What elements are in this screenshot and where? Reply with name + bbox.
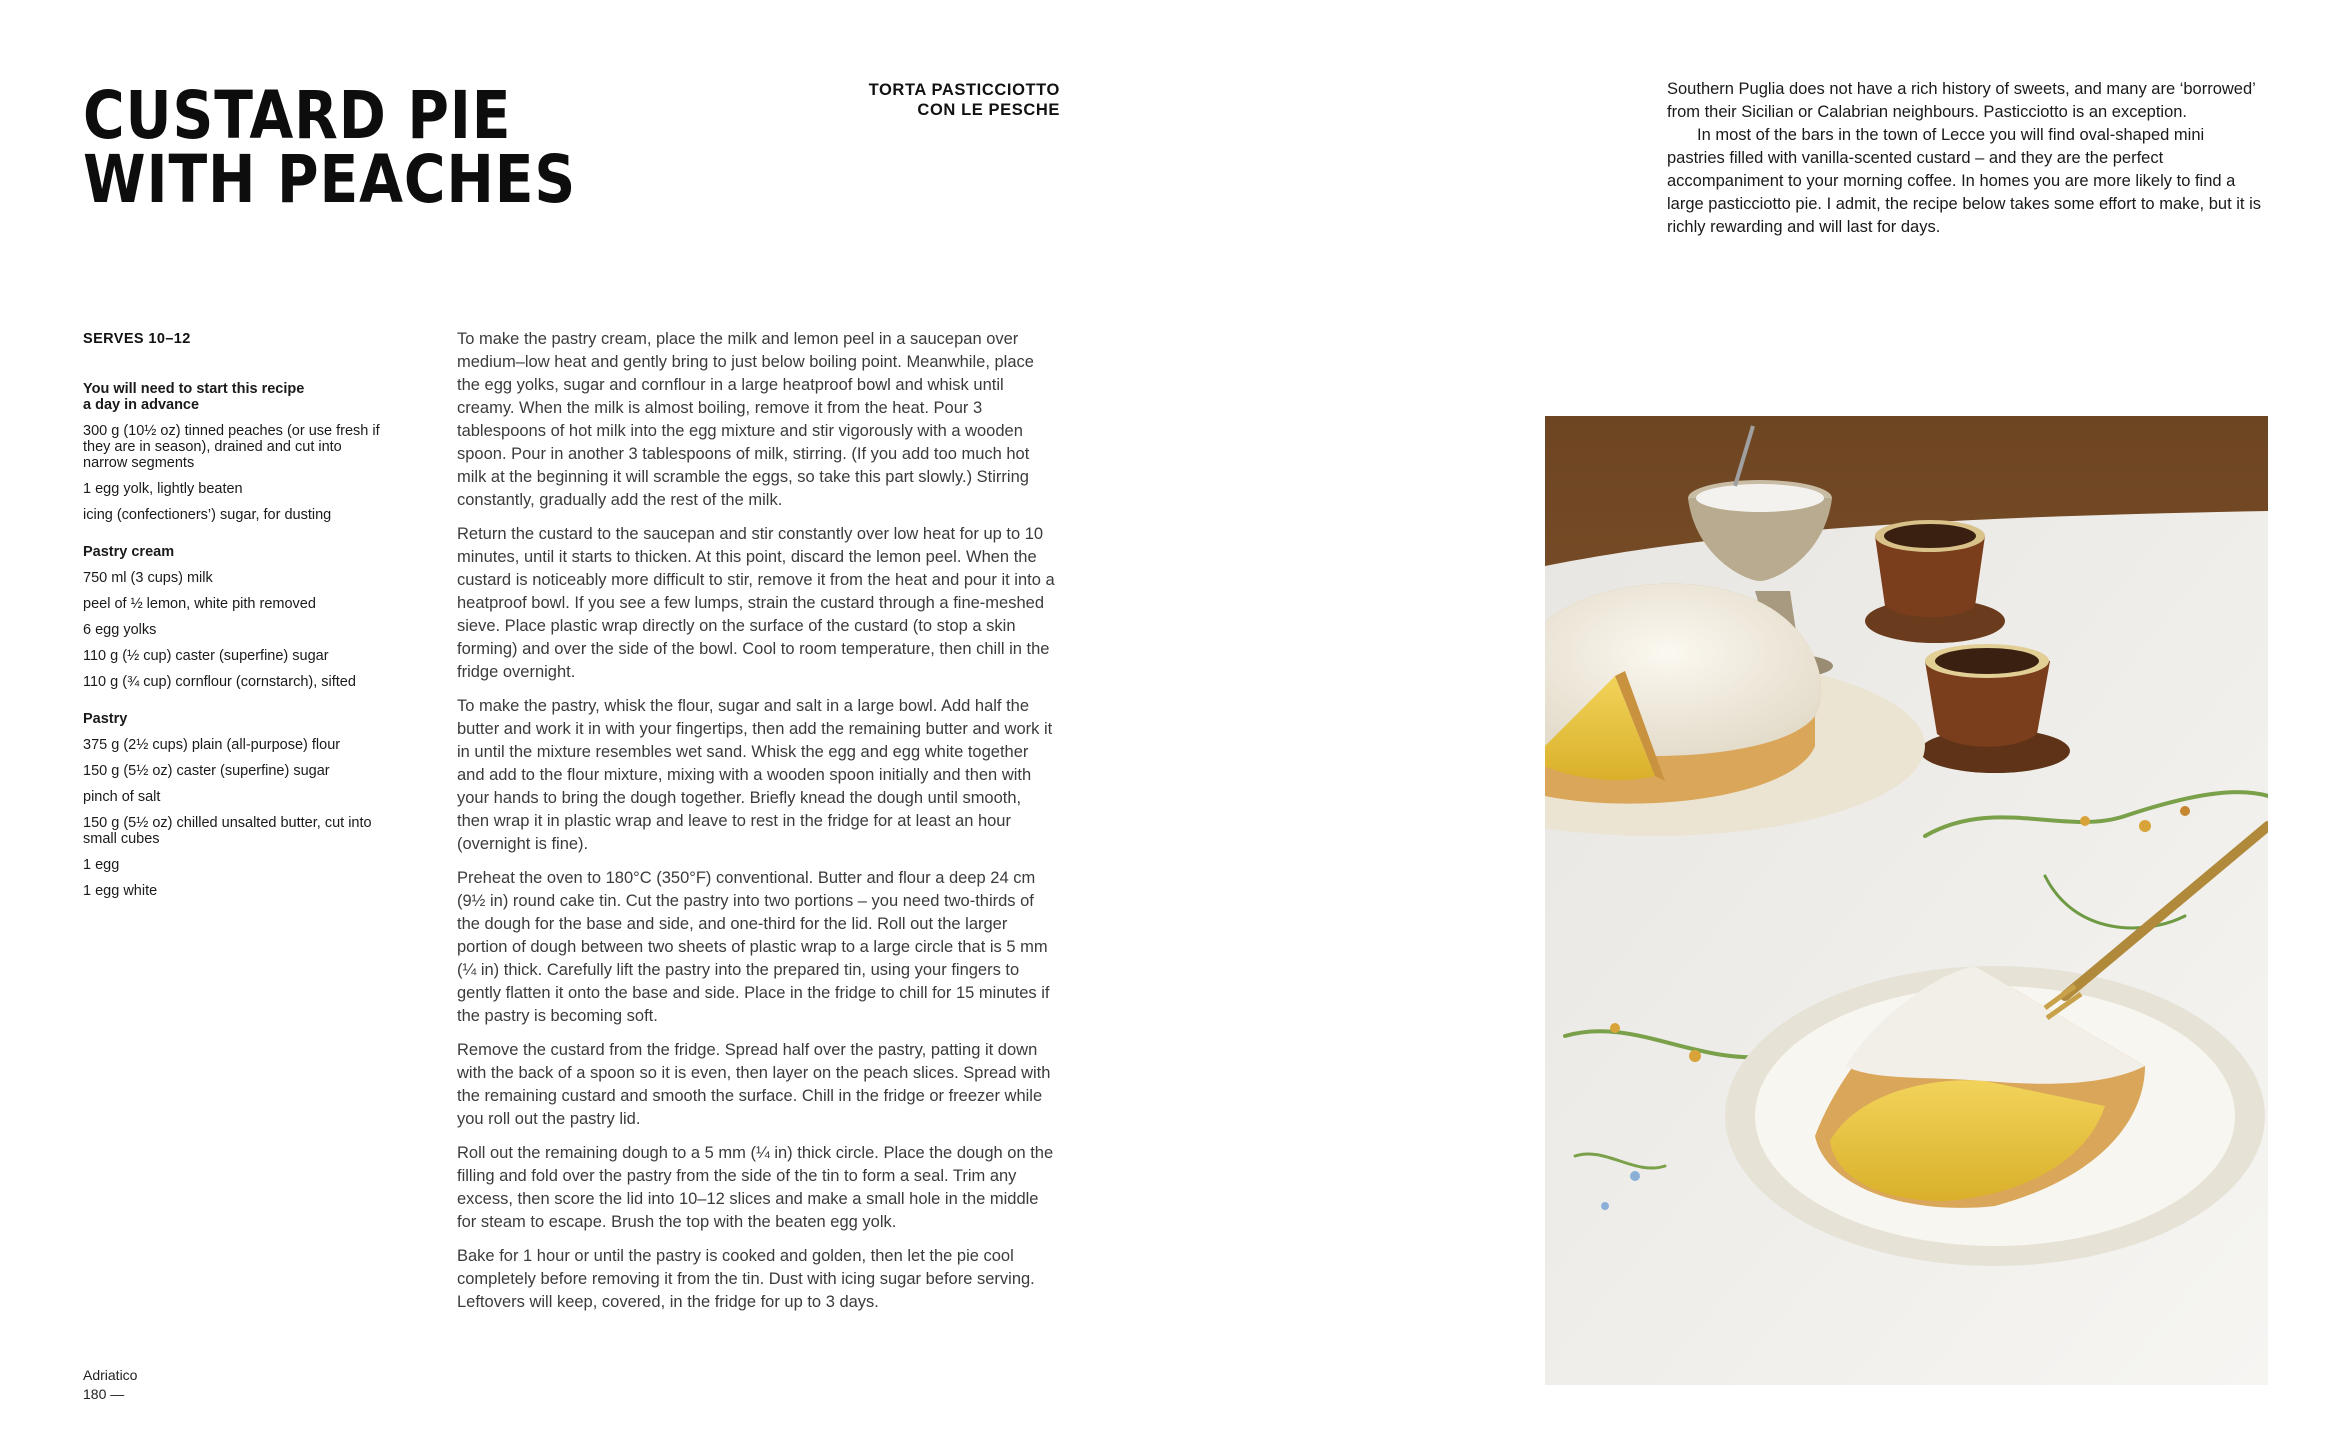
method-step: Return the custard to the saucepan and stir constantly over low heat for up to 10 minutes, until it starts to thicken. At this point, discard the lemon peel. When the custard is noticeably more difficult to stir, remove it from the heat and pour it into a heatproof bowl. If you see a few lumps, strain the custard through a fine-meshed sieve. Place plastic wrap directly on the surface of the custard (to stop a skin forming) and over the side of the bowl. Cool to room temperature, then chill in the fridge overnight. xyxy=(457,525,1055,681)
ingredient-item: 1 egg white xyxy=(83,883,158,899)
pie-photo xyxy=(1545,416,2268,1385)
ingredient-item: pinch of salt xyxy=(83,789,161,805)
advance-note-line-1: You will need to start this recipe xyxy=(83,381,305,397)
slice-plate xyxy=(1725,966,2265,1266)
ingredient-item: 750 ml (3 cups) milk xyxy=(83,570,213,586)
whole-pie xyxy=(1545,584,1821,804)
ingredient-item: 1 egg yolk, lightly beaten xyxy=(83,481,243,497)
method-step: To make the pastry, whisk the flour, sugar and salt in a large bowl. Add half the butter and work it in with your fingertips, then add the remaining butter and work it in until the mixture resembles wet sand. Whisk the egg and egg white together and add to the flour mixture, mixing with a wooden spoon initially and then with your hands to bring the dough together. Briefly knead the dough until smooth, then wrap it in plastic wrap and leave to rest in the fridge for at least an hour (overnight is fine). xyxy=(457,697,1053,853)
intro-text xyxy=(1667,78,2263,239)
ingredient-item: 150 g (5½ oz) chilled unsalted butter, cut into small cubes xyxy=(83,815,372,847)
method-step: Bake for 1 hour or until the pastry is cooked and golden, then let the pie cool completely before removing it from the tin. Dust with icing sugar before serving. Leftovers will keep, covered, in the fridge for up to 3 days. xyxy=(457,1247,1035,1311)
pastry-heading: Pastry xyxy=(83,711,128,727)
ingredient-item: peel of ½ lemon, white pith removed xyxy=(83,596,316,612)
intro-paragraph: In most of the bars in the town of Lecce you will find oval-shaped mini pastries filled with vanilla-scented custard – and they are the perfect accompaniment to your morning coffee. In homes you are more likely to find a large pasticciotto pie. I admit, the recipe below takes some effort to make, but it is richly rewarding and will last for days. xyxy=(1667,126,2261,236)
italian-subtitle xyxy=(760,80,1060,120)
title-line-1: CUSTARD PIE xyxy=(83,77,512,154)
method-step: To make the pastry cream, place the milk and lemon peel in a saucepan over medium–low heat and gently bring to just below boiling point. Meanwhile, place the egg yolks, sugar and cornflour in a large heatproof bowl and whisk until creamy. When the milk is almost boiling, remove it from the heat. Pour 3 tablespoons of hot milk into the egg mixture and stir vigorously with a wooden spoon. Pour in another 3 tablespoons of milk, stirring. (If you add too much hot milk at the beginning it will scramble the eggs, so take this part slowly.) Stirring constantly, gradually add the rest of the milk. xyxy=(457,330,1034,509)
title-line-2: WITH PEACHES xyxy=(83,141,577,218)
page-number: 180 — xyxy=(83,1386,125,1402)
ingredient-item: 150 g (5½ oz) caster (superfine) sugar xyxy=(83,763,330,779)
section-name: Adriatico xyxy=(83,1367,138,1383)
pastry-ingredients xyxy=(83,737,383,899)
method-step: Remove the custard from the fridge. Spread half over the pastry, patting it down with the back of a spoon so it is even, then layer on the peach slices. Spread with the remaining custard and smooth the surface. Chill in the fridge or freezer while you roll out the pastry lid. xyxy=(457,1041,1051,1128)
pastry-cream-ingredients xyxy=(83,570,383,690)
subtitle-line-2: CON LE PESCHE xyxy=(917,101,1060,119)
method-step: Roll out the remaining dough to a 5 mm (¼ in) thick circle. Place the dough on the filling and fold over the pastry from the side of the tin to form a seal. Trim any excess, then score the lid into 10–12 slices and make a small hole in the middle for steam to escape. Brush the top with the beaten egg yolk. xyxy=(457,1144,1054,1231)
ingredient-item: icing (confectioners’) sugar, for dusting xyxy=(83,507,332,523)
ingredient-item: 300 g (10½ oz) tinned peaches (or use fresh if they are in season), drained and cut into narrow segments xyxy=(83,423,380,471)
intro-paragraph: Southern Puglia does not have a rich history of sweets, and many are ‘borrowed’ from their Sicilian or Calabrian neighbours. Pasticciotto is an exception. xyxy=(1667,80,2256,121)
ingredient-item: 375 g (2½ cups) plain (all-purpose) flour xyxy=(83,737,341,753)
main-ingredients xyxy=(83,423,383,523)
ingredient-item: 110 g (½ cup) caster (superfine) sugar xyxy=(83,648,329,664)
ingredients-list xyxy=(83,381,383,909)
recipe-title xyxy=(83,77,577,218)
ingredient-item: 110 g (¾ cup) cornflour (cornstarch), sifted xyxy=(83,674,356,690)
method-step: Preheat the oven to 180°C (350°F) conventional. Butter and flour a deep 24 cm (9½ in) round cake tin. Cut the pastry into two portions – you need two-thirds of the dough for the base and side, and one-third for the lid. Roll out the larger portion of dough between two sheets of plastic wrap to a large circle that is 5 mm (¼ in) thick. Carefully lift the pastry into the prepared tin, using your fingers to gently flatten it onto the base and side. Place in the fridge to chill for 15 minutes if the pastry is becoming soft. xyxy=(457,869,1050,1025)
page-footer xyxy=(83,1366,137,1404)
pastry-cream-heading: Pastry cream xyxy=(83,544,175,560)
ingredient-item: 6 egg yolks xyxy=(83,622,157,638)
advance-note xyxy=(83,381,383,413)
pie-photo-illustration xyxy=(1545,416,2268,1385)
advance-note-line-2: a day in advance xyxy=(83,397,200,413)
serves-label: SERVES 10–12 xyxy=(83,331,191,347)
ingredient-item: 1 egg xyxy=(83,857,120,873)
method-text xyxy=(457,328,1057,1325)
subtitle-line-1: TORTA PASTICCIOTTO xyxy=(868,81,1060,99)
